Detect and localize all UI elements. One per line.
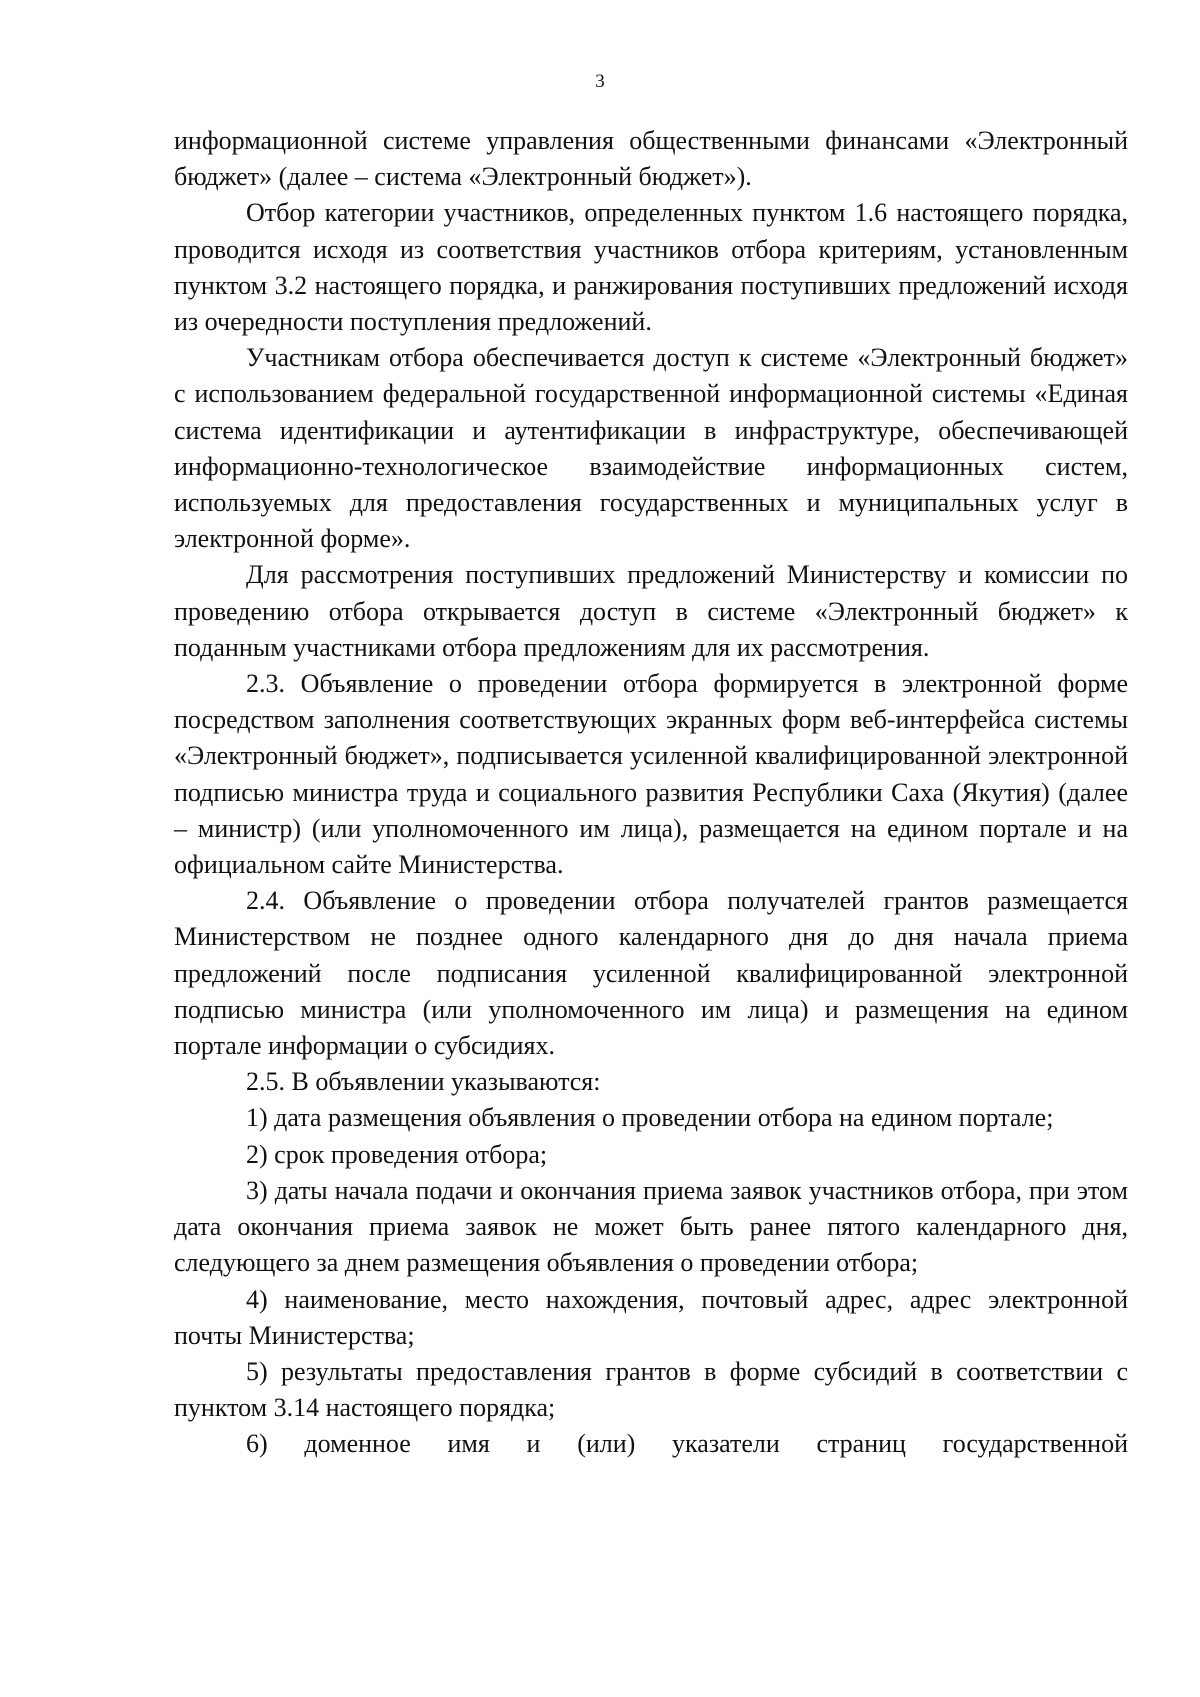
list-item-4-ministry-contacts: 4) наименование, место нахождения, почтовый адрес, адрес электронной почты Министерства; — [174, 1284, 1128, 1350]
paragraph-participant-access: Участникам отбора обеспечивается доступ к системе «Электронный бюджет» с использованием федеральной государственной информационной системы «Единая система идентификации и аутентификации в инфраструктуре, обеспечивающей информационно-технологическое взаимодействие информационных систем, используемых для предоставления государственных и муниципальных услуг в электронной форме». — [174, 343, 1128, 554]
paragraph-commission-access: Для рассмотрения поступивших предложений Министерству и комиссии по проведению отбора открывается доступ в системе «Электронный бюджет» к поданным участниками отбора предложениям для их рассмотрения. — [174, 560, 1128, 662]
list-item-1-placement-date: 1) дата размещения объявления о проведении отбора на едином портале; — [246, 1103, 1054, 1133]
paragraph-2-3-announcement-form: 2.3. Объявление о проведении отбора формируется в электронной форме посредством заполнения соответствующих экранных форм веб-интерфейса системы «Электронный бюджет», подписывается усиленной квалифицированной электронной подписью министра труда и социального развития Республики Саха (Якутия) (далее – министр) (или уполномоченного им лица), размещается на едином портале и на официальном сайте Министерства. — [174, 669, 1128, 880]
list-item-3-application-dates: 3) даты начала подачи и окончания приема заявок участников отбора, при этом дата окончания приема заявок не может быть ранее пятого календарного дня, следующего за днем размещения объявления о проведении отбора; — [174, 1175, 1128, 1278]
list-item-2-selection-period: 2) срок проведения отбора; — [246, 1139, 548, 1169]
paragraph-continuation: информационной системе управления общественными финансами «Электронный бюджет» (далее – система «Электронный бюджет»). — [174, 126, 1128, 192]
list-item-6-domain-name: 6) доменное имя и (или) указатели страниц государственной — [246, 1429, 1128, 1459]
list-item-5-grant-results: 5) результаты предоставления грантов в форме субсидий в соответствии с пунктом 3.14 настоящего порядка; — [174, 1356, 1128, 1423]
page-number: 3 — [595, 71, 605, 92]
document-body — [174, 123, 1128, 1463]
paragraph-2-4-announcement-placement: 2.4. Объявление о проведении отбора получателей грантов размещается Министерством не позднее одного календарного дня до дня начала приема предложений после подписания усиленной квалифицированной электронной подписью министра (или уполномоченного им лица) и размещения на едином портале информации о субсидиях. — [174, 886, 1128, 1061]
paragraph-2-5-announcement-contents: 2.5. В объявлении указываются: — [246, 1067, 601, 1097]
paragraph-selection-criteria: Отбор категории участников, определенных пунктом 1.6 настоящего порядка, проводится исходя из соответствия участников отбора критериям, установленным пунктом 3.2 настоящего порядка, и ранжирования поступивших предложений исходя из очередности поступления предложений. — [174, 198, 1128, 337]
